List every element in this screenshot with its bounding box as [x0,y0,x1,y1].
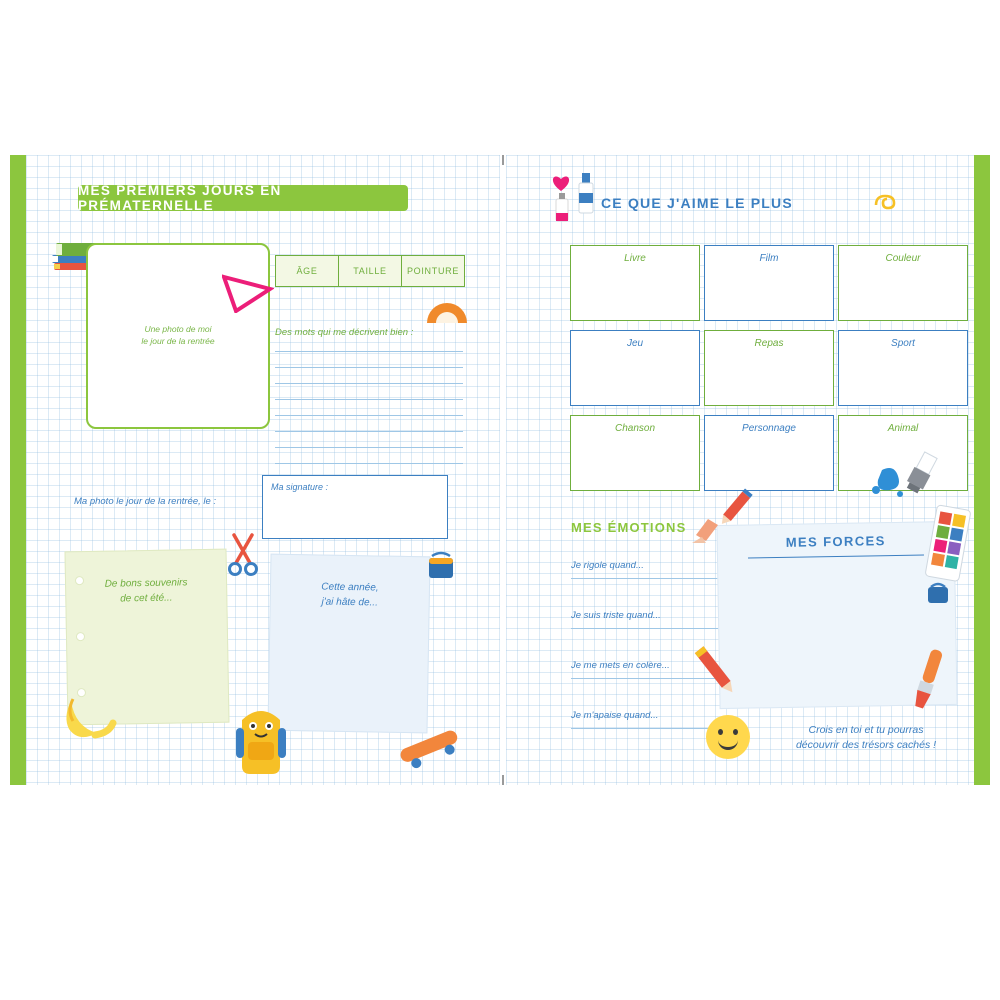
favorite-label: Personnage [742,423,796,434]
favorite-box-livre[interactable] [570,245,700,321]
favorite-box-chanson[interactable] [570,415,700,491]
green-note-line1: De bons souvenirs [104,577,188,590]
page-title: MES PREMIERS JOURS EN PRÉMATERNELLE [78,185,408,211]
favorites-title: CE QUE J'AIME LE PLUS [601,195,793,211]
emotions-title: MES ÉMOTIONS [571,520,687,535]
skateboard-sticker [394,725,466,778]
favorite-label: Couleur [885,253,921,264]
emotion-label-2: Je suis triste quand... [571,610,661,621]
words-label: Des mots qui me décrivent bien : [275,327,414,338]
pink-triangle-ruler-sticker [222,271,274,318]
right-green-edge [974,155,990,785]
paint-tube-sticker [552,191,572,230]
blue-clip-sticker [924,579,952,614]
favorite-box-jeu[interactable] [570,330,700,406]
signature-box[interactable] [262,475,448,539]
backpack-sticker [222,700,300,785]
favorite-label: Film [759,253,779,264]
fold-tick-top [502,155,504,165]
emotion-label-4: Je m'apaise quand... [571,710,659,721]
favorite-box-repas[interactable] [704,330,834,406]
left-page [26,155,500,785]
favorite-label: Sport [891,338,915,349]
emotion-label-1: Je rigole quand... [571,560,644,571]
signature-label: Ma signature : [271,482,329,492]
measures-table [275,255,465,287]
favorite-label: Animal [887,423,919,434]
photo-hint-line1: Une photo de moi [144,324,212,334]
blue-note-line1: Cette année, [321,581,379,594]
favorite-box-couleur[interactable] [838,245,968,321]
emotion-label-3: Je me mets en colère... [571,660,670,671]
watercolor-palette-sticker [921,501,973,590]
photo-hint-line2: le jour de la rentrée [141,336,215,346]
favorite-label: Chanson [614,423,656,434]
left-green-edge [10,155,26,785]
favorite-box-sport[interactable] [838,330,968,406]
glue-stick-sticker [576,171,596,224]
book-spread [10,155,990,785]
green-note-line2: de cet été... [120,592,173,605]
protractor-sticker [425,295,469,332]
quote-line2: découvrir des trésors cachés ! [795,739,937,751]
favorite-label: Jeu [626,338,644,349]
favorite-box-personnage[interactable] [704,415,834,491]
favorite-box-film[interactable] [704,245,834,321]
favorite-label: Livre [624,253,646,264]
table-header-pointure: POINTURE [406,266,460,276]
forces-title: MES FORCES [785,533,886,550]
table-header-age: ÂGE [276,256,339,286]
photo-date-label: Ma photo le jour de la rentrée, le : [74,496,217,507]
fold-tick-bottom [502,775,504,785]
right-page [506,155,974,785]
binder-clip-sticker [426,550,456,589]
smiley-sticker [706,715,750,759]
words-lines[interactable] [275,351,463,479]
blue-note-line2: j'ai hâte de... [321,596,379,609]
paperclip-sticker [873,193,899,216]
paintbrush-sticker [906,645,952,720]
quote-line1: Crois en toi et tu pourras [808,724,924,736]
pencil-sticker [716,485,756,534]
favorite-label: Repas [754,338,784,349]
marker-sticker [904,449,940,500]
second-pencil-sticker [681,640,757,707]
banana-sticker [61,695,117,752]
scissors-sticker [226,533,260,582]
table-header-taille: TAILLE [339,256,402,286]
